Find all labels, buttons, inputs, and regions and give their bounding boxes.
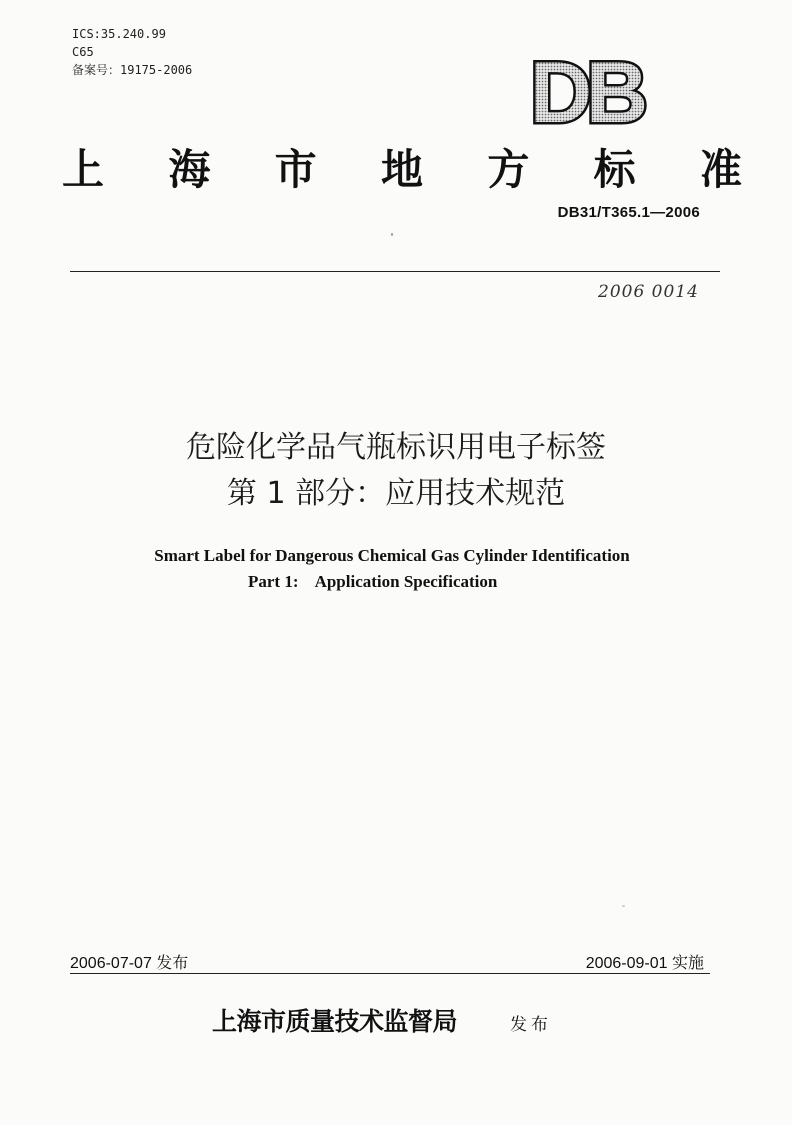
title-chinese-line-2: 第 1 部分：应用技术规范 xyxy=(226,476,566,511)
scan-speck xyxy=(622,905,625,907)
handwritten-note: 2006 0014 xyxy=(598,282,699,302)
standard-type-char: 地 xyxy=(380,145,423,194)
issuing-authority: 上海市质量技术监督局 xyxy=(212,1007,458,1036)
standard-type-char: 准 xyxy=(699,145,742,194)
standard-type-char: 海 xyxy=(168,145,211,194)
top-divider xyxy=(70,271,720,272)
issue-date: 2006-07-07 发布 xyxy=(70,955,189,972)
bottom-divider xyxy=(70,973,710,974)
title-english-line-1: Smart Label for Dangerous Chemical Gas Cylinder Identification xyxy=(154,546,630,565)
db-logo-text: DB xyxy=(529,50,643,130)
title-english-line-2: Part 1: Application Specification xyxy=(248,572,498,591)
standard-type-char: 方 xyxy=(487,145,530,194)
title-chinese-line-1: 危险化学品气瓶标识用电子标签 xyxy=(186,430,606,465)
standard-type-char: 标 xyxy=(593,145,636,194)
filing-number: 备案号：19175-2006 xyxy=(72,63,193,77)
standard-number: DB31/T365.1—2006 xyxy=(557,204,700,221)
standard-type-char: 上 xyxy=(62,145,105,194)
classification-code: C65 xyxy=(72,45,94,59)
implementation-date: 2006-09-01 实施 xyxy=(585,955,704,972)
db-logo xyxy=(508,50,664,130)
issuing-authority-suffix: 发布 xyxy=(510,1015,552,1035)
ics-code: ICS:35.240.99 xyxy=(72,27,166,41)
standard-type-char: 市 xyxy=(274,145,317,194)
scan-speck xyxy=(391,233,393,236)
standard-type-heading xyxy=(62,140,742,200)
